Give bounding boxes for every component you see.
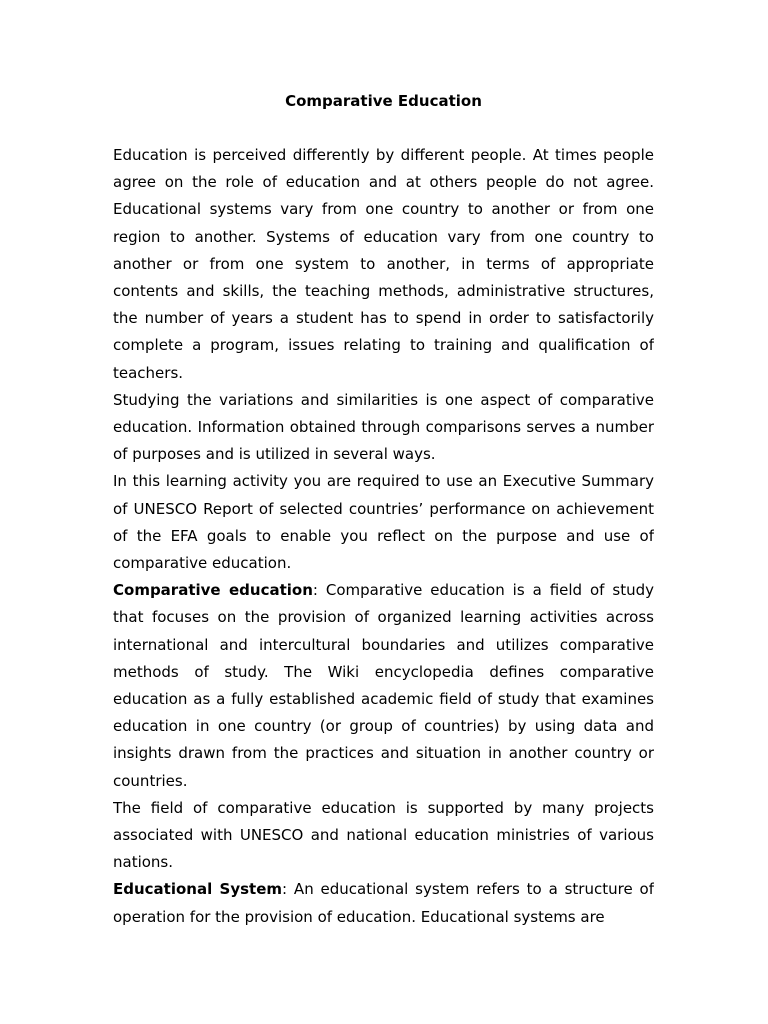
term-comparative-education: Comparative education <box>113 581 313 600</box>
term-educational-system: Educational System <box>113 880 283 899</box>
paragraph-variations-similarities <box>113 387 654 469</box>
paragraph-text: Studying the variations and similarities is one aspect of comparative education. Information obtained through comparisons serves a number of purposes and is utilized in several ways. <box>113 390 654 464</box>
paragraph-text: Education is perceived differently by different people. At times people agree on the role of education and at others people do not agree. Educational systems vary from one country to another or from one region to another. Systems of education vary from one country to another or from one system to another, in terms of appropriate contents and skills, the teaching methods, administrative structures, the number of years a student has to spend in order to satisfactorily complete a program, issues relating to training and qualification of teachers. <box>113 146 654 382</box>
paragraph-education-perceived <box>113 142 654 387</box>
paragraph-text: : An educational system refers to a structure of operation for the provision of education. Educational systems are <box>113 880 654 926</box>
paragraph-unesco-support <box>113 795 654 877</box>
document-title: Comparative Education <box>285 92 482 110</box>
document-page <box>113 88 654 968</box>
paragraph-comparative-education-definition <box>113 577 654 795</box>
paragraph-text: In this learning activity you are required to use an Executive Summary of UNESCO Report of selected countries’ performance on achievement of the EFA goals to enable you reflect on the purpose and use of comparative education. <box>113 472 654 573</box>
paragraph-learning-activity <box>113 468 654 577</box>
paragraph-educational-system-definition <box>113 876 654 930</box>
paragraph-text: : Comparative education is a field of study that focuses on the provision of organized learning activities across international and intercultural boundaries and utilizes comparative methods of study. The Wiki encyclopedia defines comparative education as a fully established academic field of study that examines education in one country (or group of countries) by using data and insights drawn from the practices and situation in another country or countries. <box>113 581 654 790</box>
document-body <box>113 142 654 931</box>
paragraph-text: The field of comparative education is supported by many projects associated with UNESCO and national education ministries of various nations. <box>113 798 654 872</box>
